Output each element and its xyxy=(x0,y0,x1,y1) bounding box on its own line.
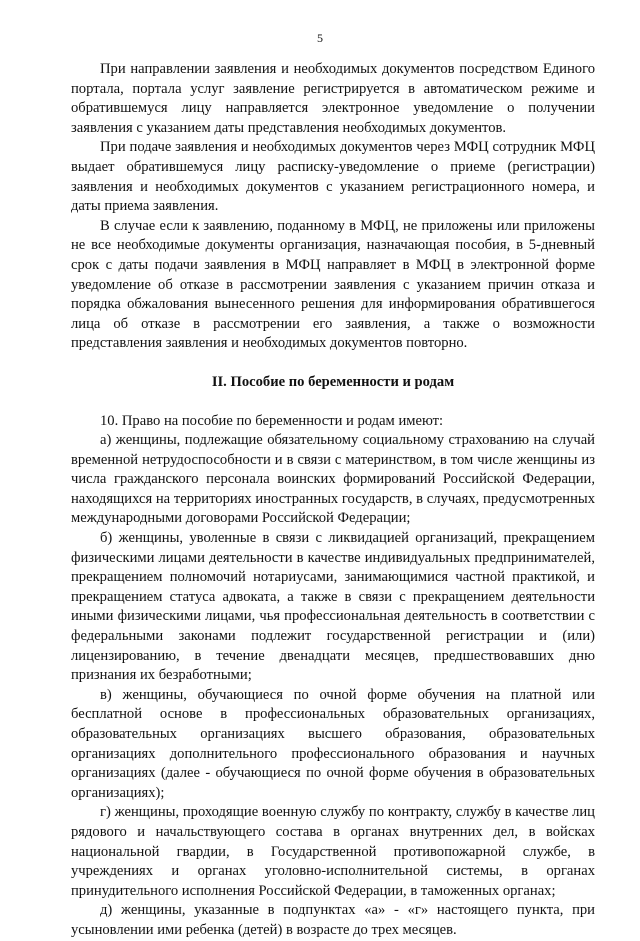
paragraph-item-a: а) женщины, подлежащие обязательному социальному страхованию на случай временной нетрудоспособности и в связи с материнством, в том числе женщины из числа гражданского персонала воинских формирований Российской Федерации, находящихся на территориях иностранных государств, в случаях, предусмотренных международными договорами Российской Федерации; xyxy=(71,432,595,527)
paragraph-portal-submission: При направлении заявления и необходимых документов посредством Единого портала, портала услуг заявление регистрируется в автоматическом режиме и обратившемуся лицу направляется электронное уведомление о получении заявления с указанием даты представления необходимых документов. xyxy=(71,61,595,136)
paragraph-refusal-notice: В случае если к заявлению, поданному в МФЦ, не приложены или приложены не все необходимые документы организация, назначающая пособия, в 5-дневный срок с даты подачи заявления в МФЦ направляет в МФЦ в электронной форме уведомление об отказе в рассмотрении заявления с указанием причин отказа и порядка обжалования вынесенного решения для информирования обратившегося лица об отказе в рассмотрении его заявления, а также о возможности представления заявления и необходимых документов повторно. xyxy=(71,217,595,352)
page-number: 5 xyxy=(317,31,323,45)
paragraph-mfc-submission: При подаче заявления и необходимых документов через МФЦ сотрудник МФЦ выдает обратившемуся лицу расписку-уведомление о приеме (регистрации) заявления и необходимых документов с указанием регистрационного номера, и даты приема заявления. xyxy=(71,139,595,215)
paragraph-item-g: г) женщины, проходящие военную службу по контракту, службу в качестве лиц рядового и начальствующего состава в органах внутренних дел, в войсках национальной гвардии, в Государственной противопожарной службе, в учреждениях и органах уголовно-исполнительной системы, в органах принудительного исполнения Российской Федерации, в таможенных органах; xyxy=(71,804,595,899)
paragraph-item-b: б) женщины, уволенные в связи с ликвидацией организаций, прекращением физическими лицами деятельности в качестве индивидуальных предпринимателей, прекращением полномочий нотариусами, занимающимися частной практикой, и прекращением статуса адвоката, а также в связи с прекращением деятельности иными физическими лицами, чья профессиональная деятельность в соответствии с федеральными законами подлежит государственной регистрации и (или) лицензированию, в течение двенадцати месяцев, предшествовавших дню признания их безработными; xyxy=(71,530,595,684)
paragraph-right-to-benefit: 10. Право на пособие по беременности и родам имеют: xyxy=(100,412,444,429)
paragraph-item-d: д) женщины, указанные в подпунктах «а» - «г» настоящего пункта, при усыновлении ими ребенка (детей) в возрасте до трех месяцев. xyxy=(71,902,595,938)
section-heading: II. Пособие по беременности и родам xyxy=(211,373,455,390)
document-body xyxy=(71,60,595,941)
paragraph-item-v: в) женщины, обучающиеся по очной форме обучения на платной или бесплатной основе в профессиональных образовательных организациях, образовательных организациях высшего образования, образовательных организациях дополнительного профессионального образования и научных организациях (далее - обучающиеся по очной форме обучения в образовательных организациях); xyxy=(71,686,595,801)
